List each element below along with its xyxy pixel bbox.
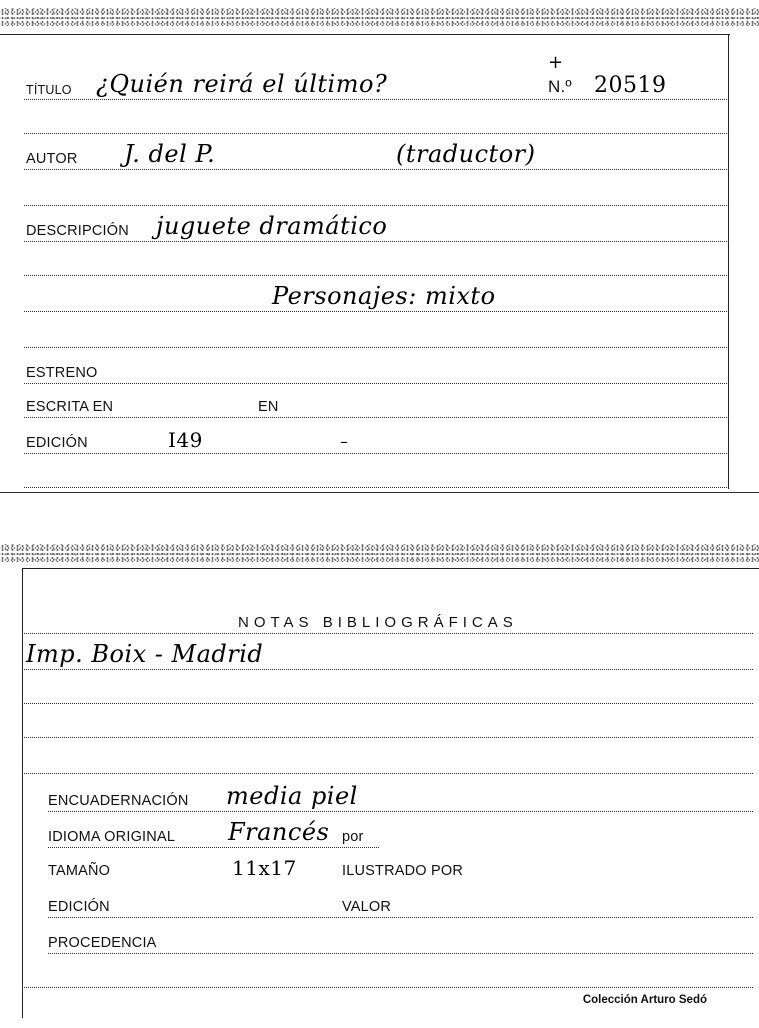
titulo-row bbox=[0, 70, 759, 100]
valor-label: VALOR bbox=[342, 899, 392, 915]
numero-label: N.º bbox=[548, 77, 572, 96]
autor-role: (traductor) bbox=[396, 140, 536, 168]
autor-label: AUTOR bbox=[26, 151, 78, 167]
tamano-row bbox=[0, 852, 759, 882]
numero-value: 20519 bbox=[594, 73, 667, 98]
encuadernacion-value: media piel bbox=[226, 782, 358, 810]
notas-value: Imp. Boix - Madrid bbox=[26, 640, 264, 668]
card-frame-top bbox=[22, 568, 759, 569]
catalog-card-top bbox=[0, 0, 759, 492]
autor-row bbox=[0, 140, 759, 170]
escrita-en-label: ESCRITA EN bbox=[26, 399, 114, 415]
idioma-value: Francés bbox=[228, 818, 330, 846]
procedencia-label: PROCEDENCIA bbox=[48, 935, 157, 951]
titulo-value: ¿Quién reirá el último? bbox=[96, 70, 388, 98]
encuadernacion-label: ENCUADERNACIÓN bbox=[48, 793, 189, 809]
en-label: EN bbox=[258, 399, 279, 415]
autor-value: J. del P. bbox=[124, 140, 216, 168]
card-frame-top bbox=[0, 34, 730, 35]
por-label: por bbox=[342, 829, 364, 845]
cards-divider bbox=[0, 492, 759, 493]
idioma-label: IDIOMA ORIGINAL bbox=[48, 829, 176, 845]
estreno-label: ESTRENO bbox=[26, 365, 98, 381]
cross-mark: + bbox=[548, 52, 564, 73]
titulo-label: TÍTULO bbox=[26, 83, 72, 97]
dash-mark: – bbox=[340, 432, 348, 451]
personajes-row bbox=[0, 282, 759, 312]
estreno-row bbox=[0, 354, 759, 384]
edicion-bottom-row bbox=[0, 888, 759, 918]
personajes-value: Personajes: mixto bbox=[272, 282, 496, 310]
edicion-bottom-label: EDICIÓN bbox=[48, 899, 110, 915]
descripcion-label: DESCRIPCIÓN bbox=[26, 223, 129, 239]
descripcion-row bbox=[0, 212, 759, 242]
procedencia-row bbox=[0, 924, 759, 954]
section-title: NOTAS BIBLIOGRÁFICAS bbox=[238, 614, 518, 631]
tamano-label: TAMAÑO bbox=[48, 863, 111, 879]
card-torn-edge bbox=[0, 544, 759, 562]
ilustrado-label: ILUSTRADO POR bbox=[342, 863, 464, 879]
edicion-row bbox=[0, 424, 759, 454]
catalog-card-bottom bbox=[0, 538, 759, 1028]
notas-row bbox=[0, 640, 759, 670]
encuadernacion-row bbox=[0, 782, 759, 812]
idioma-row bbox=[0, 818, 759, 848]
collection-footer: Colección Arturo Sedó bbox=[582, 994, 707, 1006]
escrita-en-row bbox=[0, 388, 759, 418]
notas-title-row bbox=[0, 604, 759, 634]
edicion-label: EDICIÓN bbox=[26, 435, 88, 451]
tamano-value: 11x17 bbox=[232, 856, 297, 880]
edicion-value: I49 bbox=[168, 428, 203, 452]
descripcion-value: juguete dramático bbox=[156, 212, 388, 240]
card-torn-edge bbox=[0, 8, 759, 26]
